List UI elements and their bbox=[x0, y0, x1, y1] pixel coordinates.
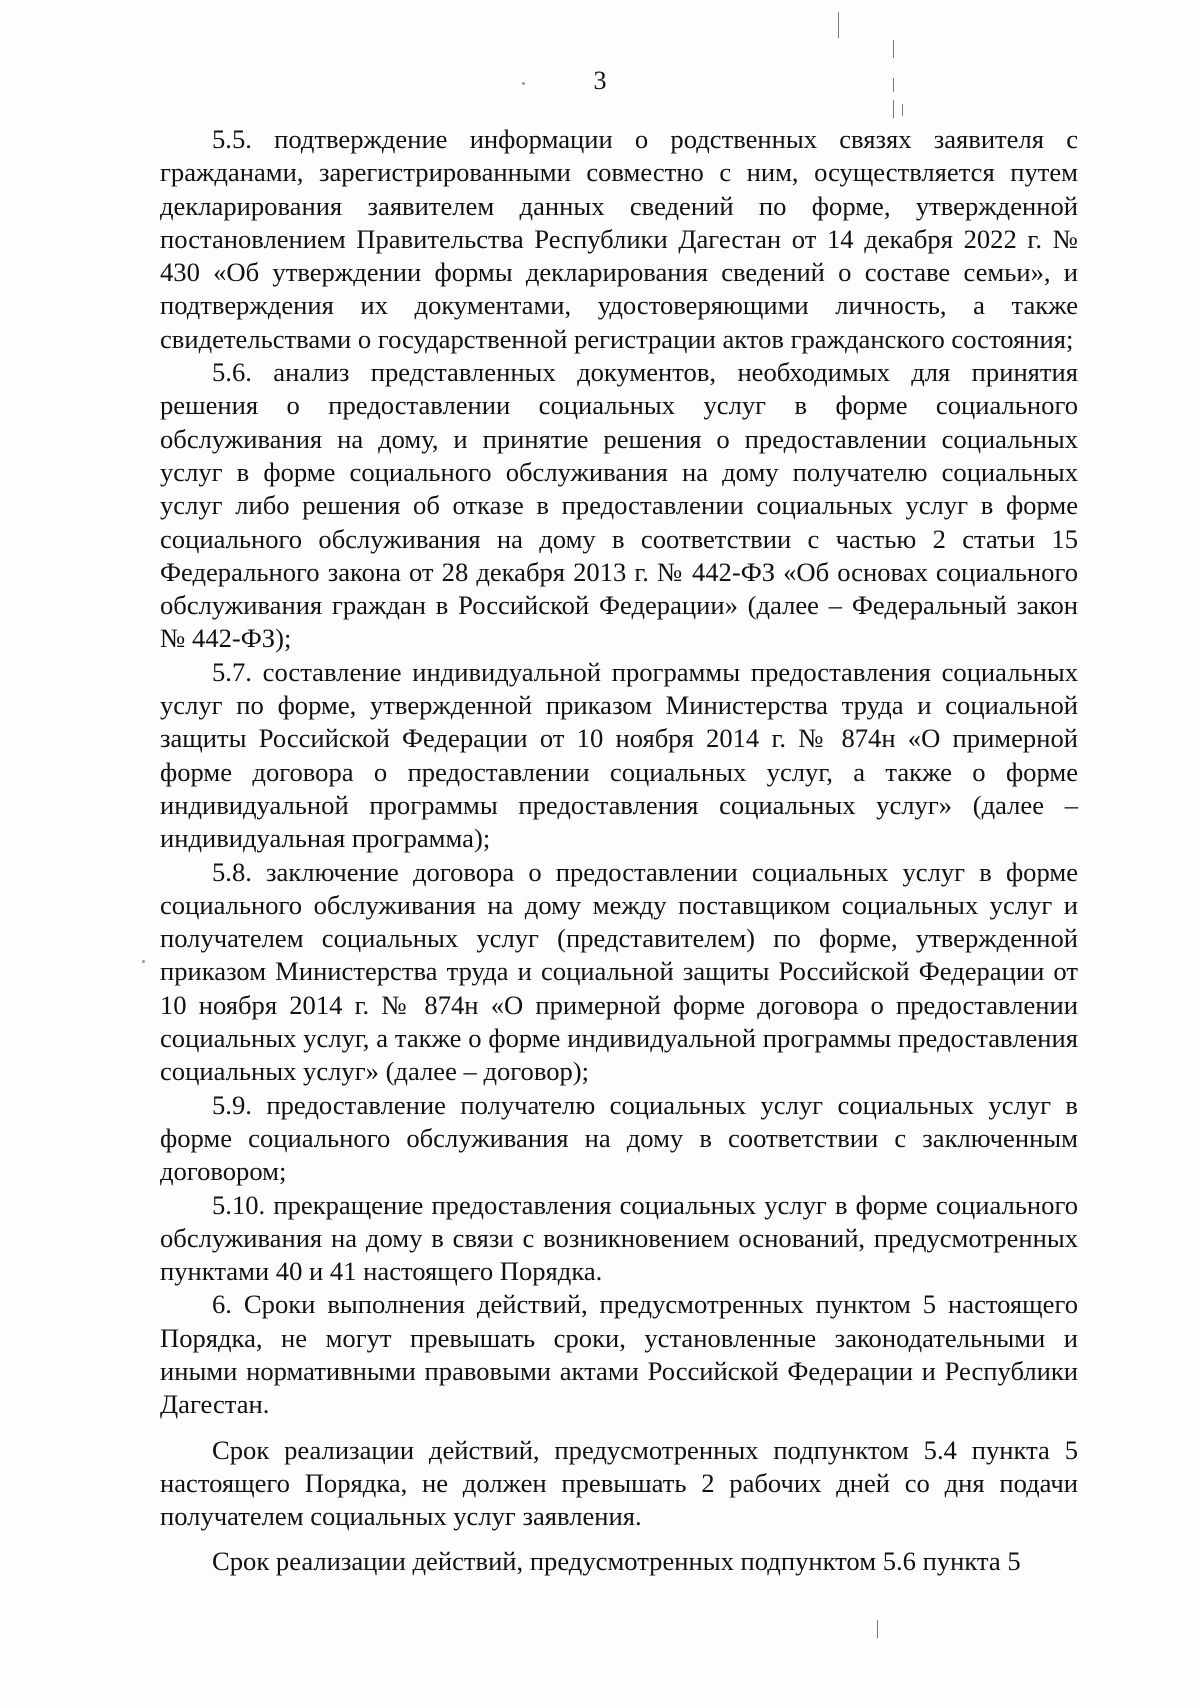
scan-artifact-line bbox=[902, 104, 903, 116]
paragraph-deadline-5-6: Срок реализации действий, предусмотренных подпунктом 5.6 пункта 5 bbox=[212, 1546, 1021, 1577]
paragraph-5-10: 5.10. прекращение предоставления социальных услуг в форме социального обслуживания на дому в связи с возникновением оснований, предусмотренных пунктами 40 и 41 настоящего Порядка. bbox=[160, 1189, 1078, 1287]
scan-artifact-line bbox=[893, 78, 894, 92]
paragraph-5-5: 5.5. подтверждение информации о родственных связях заявителя с гражданами, зарегистрированными совместно с ним, осуществляется путем декларирования заявителем данных сведений по форме, утвержденной постановлением Правительства Республики Дагестан от 14 декабря 2022 г. № 430 «Об утверждении формы декларирования сведений о составе семьи», и подтверждения их документами, удостоверяющими личность, а также свидетельствами о государственной регистрации актов гражданского состояния; bbox=[160, 124, 1078, 354]
page-number: 3 bbox=[593, 66, 607, 95]
paragraph-5-9: 5.9. предоставление получателю социальных услуг социальных услуг в форме социального обслуживания на дому в соответствии с заключенным договором; bbox=[160, 1089, 1078, 1187]
scan-artifact-line bbox=[893, 40, 894, 58]
paragraph-5-7: 5.7. составление индивидуальной программы предоставления социальных услуг по форме, утвержденной приказом Министерства труда и социальной защиты Российской Федерации от 10 ноября 2014 г. № 874н «О примерной форме договора о предоставлении социальных услуг, а также о форме индивидуальной программы предоставления социальных услуг» (далее – индивидуальная программа); bbox=[160, 656, 1078, 854]
paragraph-5-6: 5.6. анализ представленных документов, необходимых для принятия решения о предоставлении социальных услуг в форме социального обслуживания на дому, и принятие решения о предоставлении социальных услуг в форме социального обслуживания на дому получателю социальных услуг либо решения об отказе в предоставлении социальных услуг в форме социального обслуживания на дому в соответствии с частью 2 статьи 15 Федерального закона от 28 декабря 2013 г. № 442-ФЗ «Об основах социального обслуживания граждан в Российской Федерации» (далее – Федеральный закон № 442-ФЗ); bbox=[160, 357, 1078, 654]
scan-artifact-line bbox=[838, 12, 839, 38]
paragraph-5-8: 5.8. заключение договора о предоставлении социальных услуг в форме социального обслуживания на дому между поставщиком социальных услуг и получателем социальных услуг (представителем) по форме, утвержденной приказом Министерства труда и социальной защиты Российской Федерации от 10 ноября 2014 г. № 874н «О примерной форме договора о предоставлении социальных услуг, а также о форме индивидуальной программы предоставления социальных услуг» (далее – договор); bbox=[160, 856, 1078, 1087]
scan-artifact-line bbox=[893, 100, 894, 118]
paragraph-6: 6. Сроки выполнения действий, предусмотренных пунктом 5 настоящего Порядка, не могут превышать сроки, установленные законодательными и иными нормативными правовыми актами Российской Федерации и Республики Дагестан. bbox=[160, 1289, 1078, 1420]
scan-artifact-line bbox=[877, 1620, 878, 1638]
scan-artifact-speck bbox=[522, 82, 525, 85]
document-body bbox=[160, 123, 1078, 1579]
scan-artifact-speck bbox=[142, 960, 145, 963]
paragraph-deadline-5-4: Срок реализации действий, предусмотренных подпунктом 5.4 пункта 5 настоящего Порядка, не должен превышать 2 рабочих дней со дня подачи получателем социальных услуг заявления. bbox=[160, 1434, 1078, 1532]
